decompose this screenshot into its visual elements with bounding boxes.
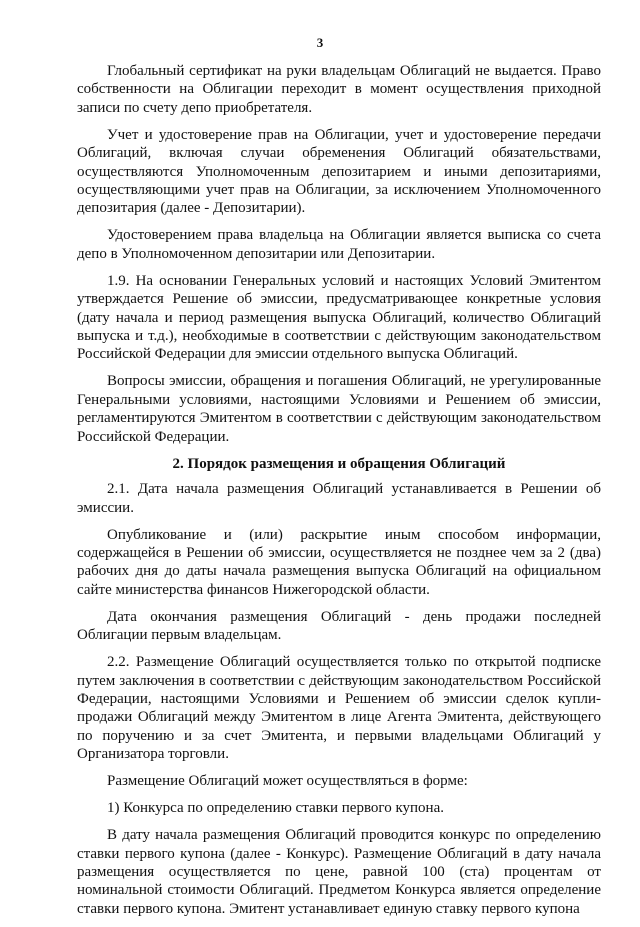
paragraph-auction-item: 1) Конкурса по определению ставки первого купона. [107,800,444,817]
paragraph-placement-forms: Размещение Облигаций может осуществляться в форме: [107,773,468,790]
paragraph-unregulated-issues: Вопросы эмиссии, обращения и погашения Облигаций, не урегулированные Генеральными условиями, настоящими Условиями и Решением об эмиссии, регламентируются Эмитентом в соответствии с действующим законодательством Российской Федерации. [77,373,601,445]
paragraph-clause-2-2: 2.2. Размещение Облигаций осуществляется только по открытой подписке путем заключения в соответствии с действующим законодательством Российской Федерации, настоящими Условиями и Решением об эмиссии сделок купли-продажи Облигаций между Эмитентом в лице Агента Эмитента, действующего по поручению и за счет Эмитента, и первыми владельцами Облигаций у Организатора торговли. [77,654,601,763]
paragraph-auction-details: В дату начала размещения Облигаций проводится конкурс по определению ставки первого купона (далее - Конкурс). Размещение Облигаций в дату начала размещения осуществляется по цене, равной 100 (ста) процентам от номинальной стоимости Облигаций. Предметом Конкурса является определение ставки первого купона. Эмитент устанавливает единую ставку первого купона [77,827,601,917]
paragraph-rights-certification: Удостоверением права владельца на Облигации является выписка со счета депо в Уполномоченном депозитарии или Депозитарии. [77,227,601,262]
paragraph-clause-1-9: 1.9. На основании Генеральных условий и настоящих Условий Эмитентом утверждается Решение об эмиссии, предусматривающее конкретные условия (дату начала и период размещения выпуска Облигаций, количество Облигаций выпуска и т.д.), необходимые в соответствии с действующим законодательством Российской Федерации для эмиссии отдельного выпуска Облигаций. [77,272,601,363]
page-number: 3 [316,35,324,50]
paragraph-global-certificate: Глобальный сертификат на руки владельцам Облигаций не выдается. Право собственности на Облигации переходит в момент осуществления приходной записи по счету депо приобретателя. [77,63,601,116]
paragraph-clause-2-1: 2.1. Дата начала размещения Облигаций устанавливается в Решении об эмиссии. [77,481,601,516]
section-heading: 2. Порядок размещения и обращения Облигаций [172,455,506,472]
paragraph-placement-end: Дата окончания размещения Облигаций - день продажи последней Облигации первым владельцам. [77,608,601,644]
paragraph-publication: Опубликование и (или) раскрытие иным способом информации, содержащейся в Решении об эмиссии, осуществляется не позднее чем за 2 (два) рабочих дня до даты начала размещения выпуска Облигаций на официальном сайте министерства финансов Нижегородской области. [77,526,601,598]
document-body [77,62,601,927]
paragraph-rights-accounting: Учет и удостоверение прав на Облигации, учет и удостоверение передачи Облигаций, включая случаи обременения Облигаций обязательствами, осуществляются Уполномоченным депозитарием и иными депозитариями, осуществляющими учет прав на Облигации, за исключением Уполномоченного депозитария (далее - Депозитарии). [77,126,601,217]
